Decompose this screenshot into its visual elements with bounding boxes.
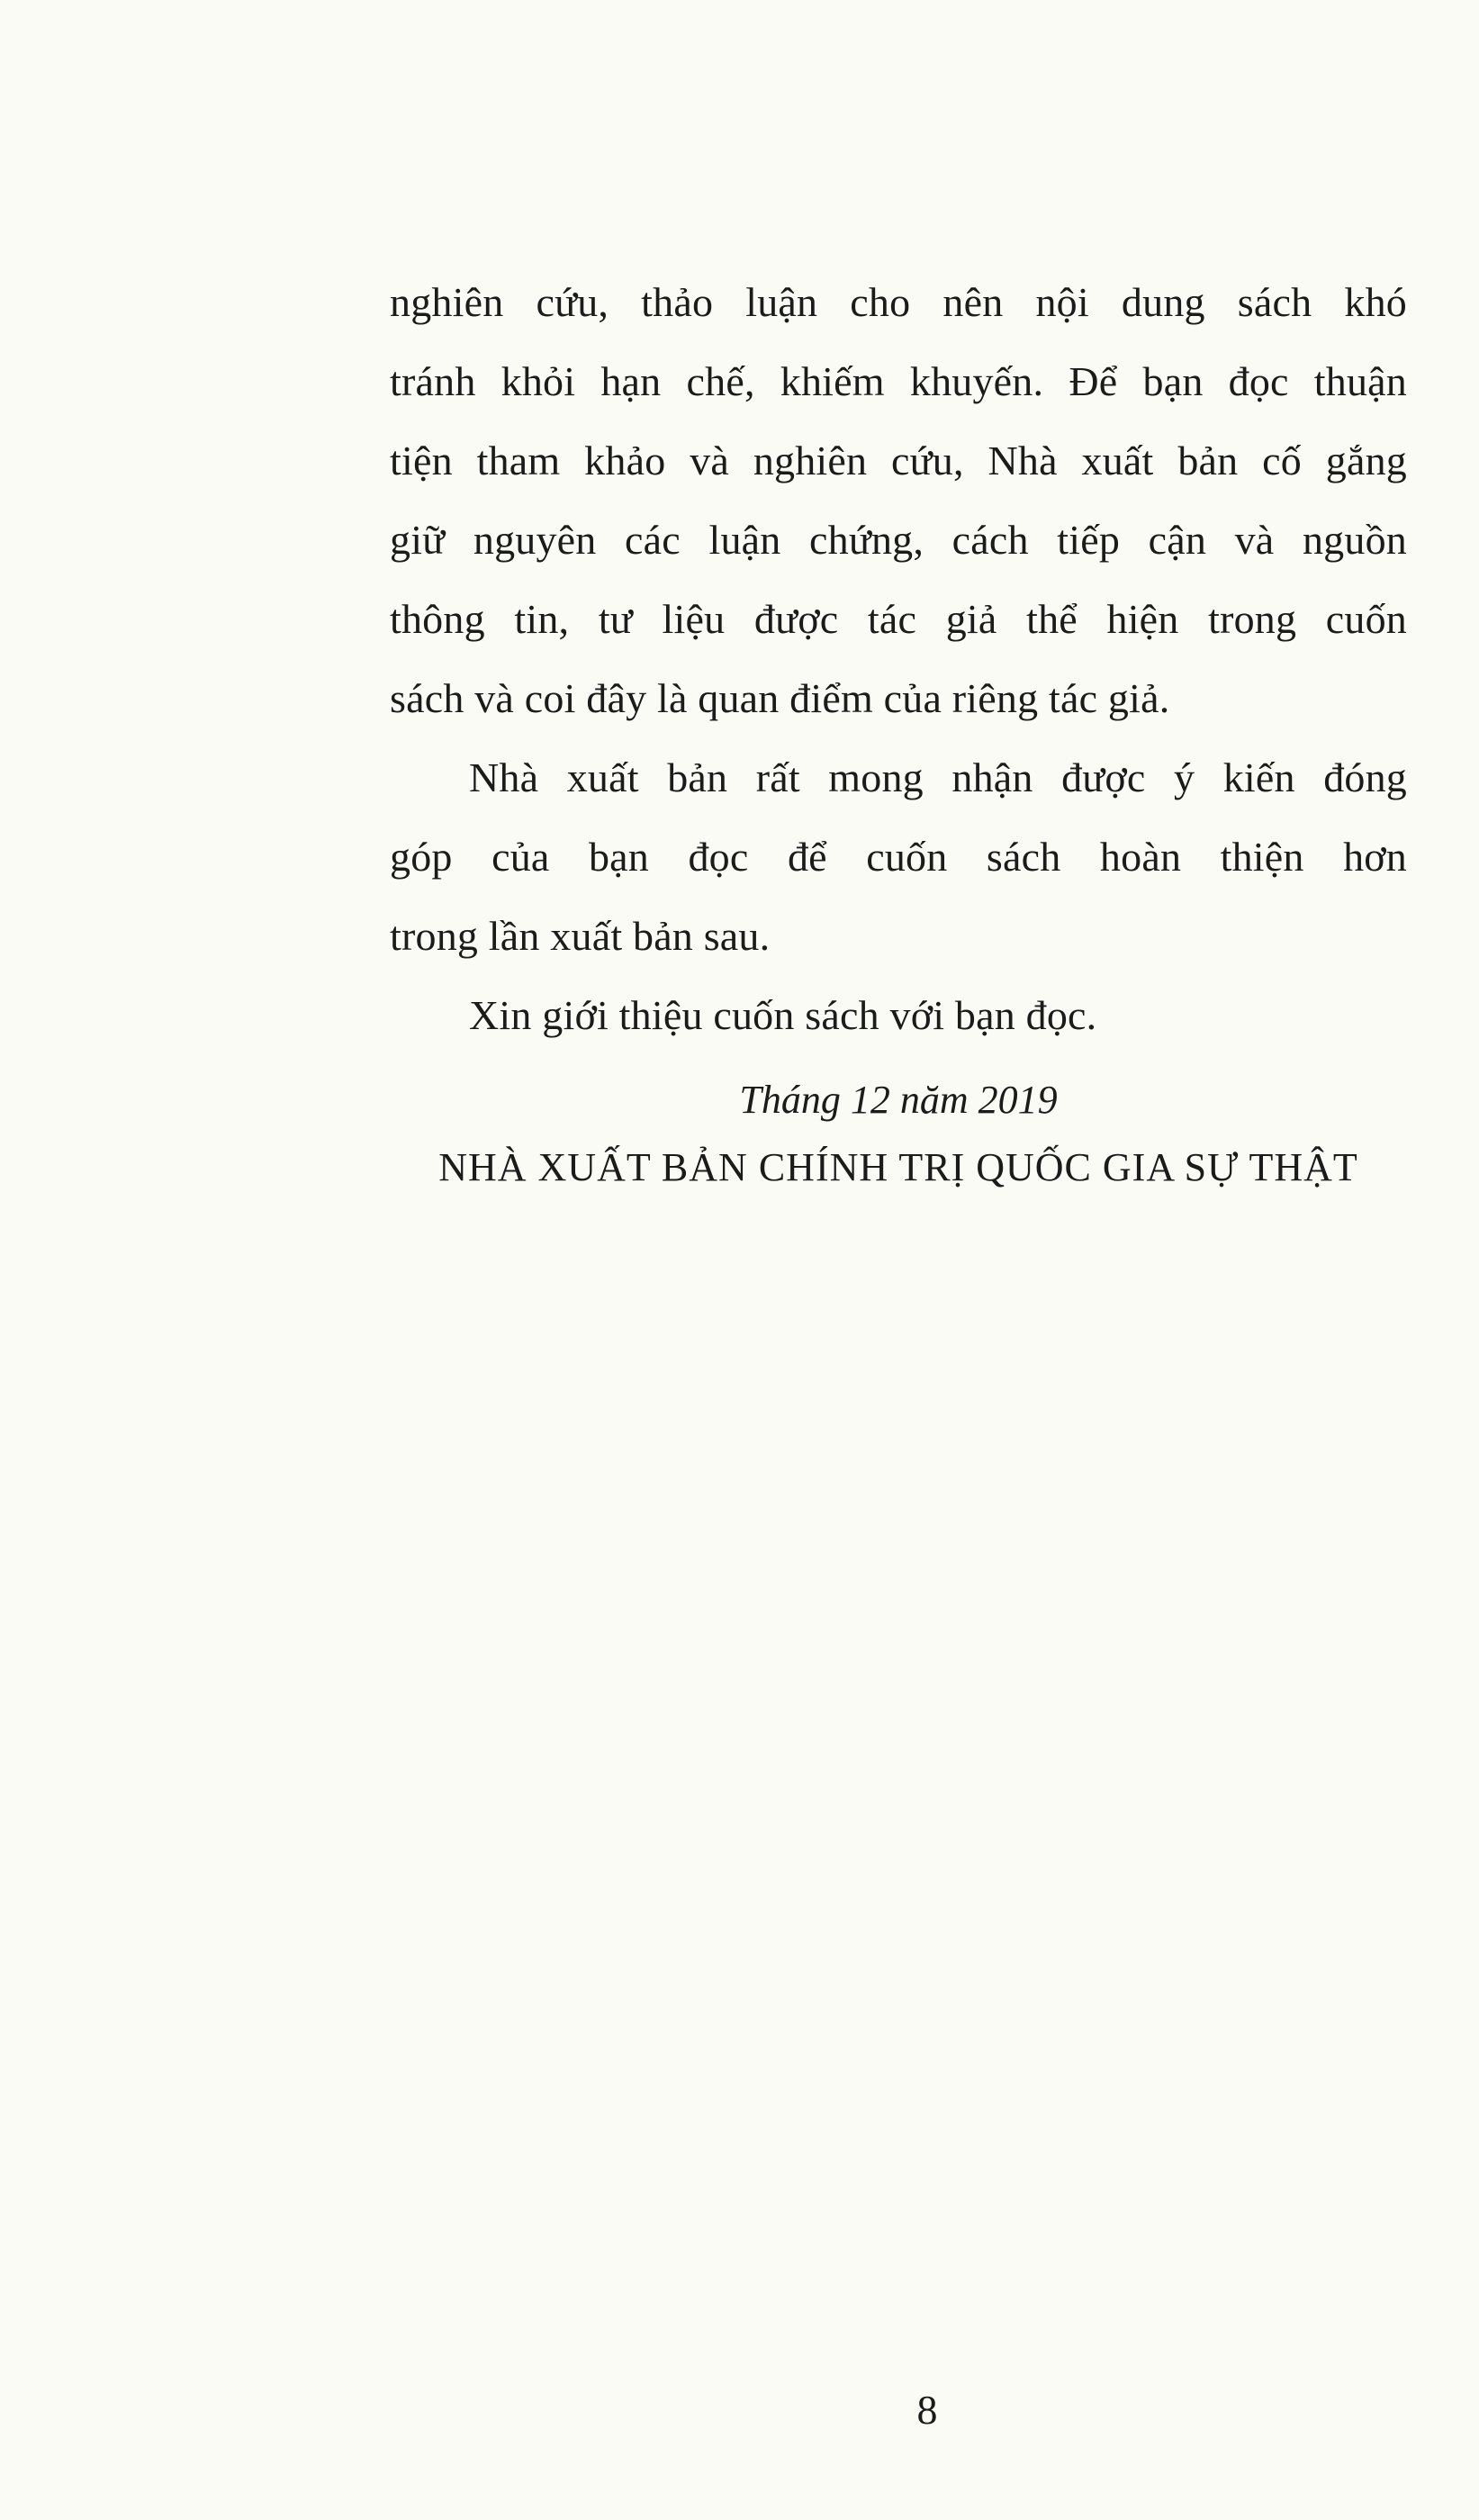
text-line: thông tin, tư liệu được tác giả thể hiện trong cuốn	[390, 596, 1407, 642]
text-line: giữ nguyên các luận chứng, cách tiếp cận và nguồn	[390, 517, 1407, 563]
publisher-name: NHÀ XUẤT BẢN CHÍNH TRỊ QUỐC GIA SỰ THẬT	[438, 1145, 1358, 1189]
text-line: góp của bạn đọc để cuốn sách hoàn thiện hơn	[390, 834, 1407, 880]
text-line: trong lần xuất bản sau.	[390, 913, 771, 959]
text-line: nghiên cứu, thảo luận cho nên nội dung sách khó	[390, 279, 1407, 325]
text-line: tránh khỏi hạn chế, khiếm khuyến. Để bạn đọc thuận	[390, 358, 1407, 404]
page-body	[390, 263, 1407, 1199]
text-line: Nhà xuất bản rất mong nhận được ý kiến đóng	[469, 754, 1407, 800]
paragraph-2	[390, 738, 1407, 976]
page-number: 8	[916, 2387, 938, 2433]
date-line: Tháng 12 năm 2019	[739, 1078, 1058, 1122]
text-line: sách và coi đây là quan điểm của riêng tác giả.	[390, 675, 1170, 721]
closing-line: Xin giới thiệu cuốn sách với bạn đọc.	[469, 992, 1097, 1038]
text-line: tiện tham khảo và nghiên cứu, Nhà xuất bản cố gắng	[390, 438, 1407, 483]
paragraph-1	[390, 263, 1407, 738]
